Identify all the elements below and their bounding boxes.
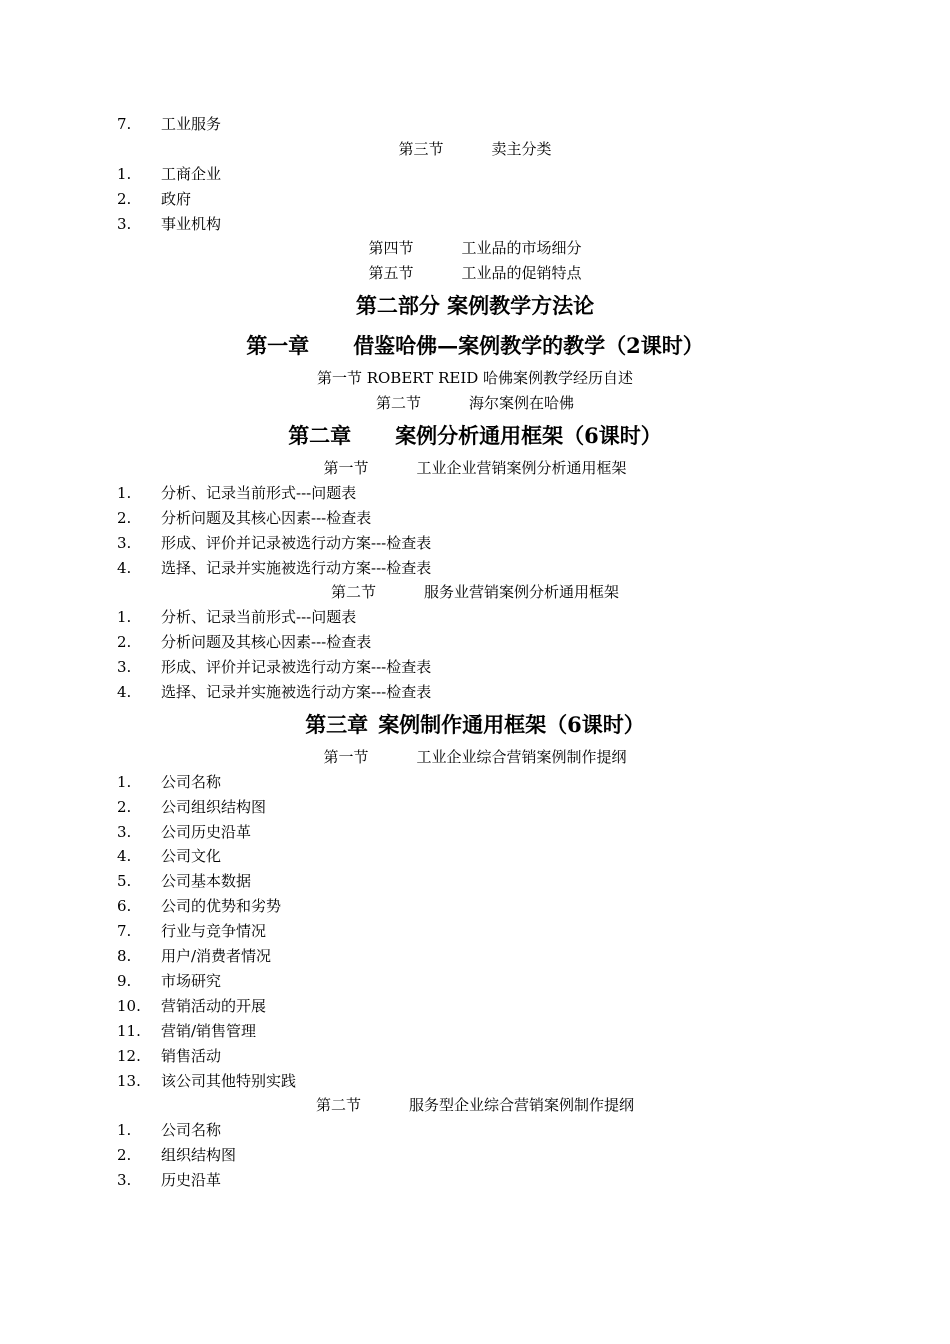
- list-text: 组织结构图: [161, 1146, 237, 1165]
- section-name: 服务型企业综合营销案例制作提纲: [409, 1096, 635, 1115]
- chapter-title: 案例分析通用框架（6课时）: [395, 423, 662, 449]
- list-item: [0, 556, 950, 581]
- list-text: 分析问题及其核心因素---检查表: [161, 633, 372, 652]
- list-item: [0, 944, 950, 969]
- list-number: 5.: [117, 872, 132, 891]
- section-name: 工业品的市场细分: [461, 239, 582, 258]
- section-title: [0, 137, 950, 162]
- section-title: [0, 745, 950, 770]
- list-number: 3.: [117, 1171, 132, 1190]
- section-number: 第一节: [323, 747, 369, 766]
- list-text: 历史沿革: [161, 1171, 222, 1190]
- list-text: 形成、评价并记录被选行动方案---检查表: [161, 533, 432, 552]
- list-text: 工业服务: [161, 115, 222, 133]
- list-number: 3.: [117, 214, 132, 233]
- section-title: [0, 236, 950, 261]
- list-item: [0, 820, 950, 845]
- list-text: 公司基本数据: [161, 872, 252, 891]
- list-item: [0, 844, 950, 869]
- list-text: 公司文化: [161, 847, 222, 866]
- list-text: 该公司其他特别实践: [161, 1071, 297, 1090]
- section-number: 第二节: [375, 394, 421, 413]
- list-item: [0, 1168, 950, 1193]
- list-number: 11.: [117, 1021, 141, 1040]
- list-number: 10.: [117, 996, 141, 1015]
- section-title: [0, 261, 950, 286]
- list-number: 7.: [117, 922, 132, 941]
- list-number: 1.: [117, 164, 132, 183]
- section-title: [0, 1093, 950, 1118]
- list-number: 1.: [117, 772, 132, 791]
- list-text: 营销/销售管理: [161, 1021, 257, 1040]
- section-name: 卖主分类: [491, 139, 552, 158]
- list-text: 政府: [161, 189, 192, 208]
- list-text: 分析、记录当前形式---问题表: [161, 608, 357, 627]
- list-number: 2.: [117, 633, 132, 652]
- list-item: [0, 506, 950, 531]
- list-number: 13.: [117, 1071, 141, 1090]
- chapter-number: 第三章: [305, 711, 369, 737]
- list-text: 营销活动的开展: [161, 996, 267, 1015]
- list-item: [0, 919, 950, 944]
- list-item: [0, 655, 950, 680]
- list-item: [0, 969, 950, 994]
- list-number: 1.: [117, 608, 132, 627]
- list-number: 2.: [117, 1146, 132, 1165]
- list-item: [0, 994, 950, 1019]
- list-number: 3.: [117, 658, 132, 677]
- list-number: 8.: [117, 947, 132, 966]
- list-number: 4.: [117, 558, 132, 577]
- section-number: 第一节: [323, 459, 369, 478]
- list-number: 4.: [117, 683, 132, 702]
- section-title: 第一节 ROBERT REID 哈佛案例教学经历自述: [316, 369, 634, 388]
- section-name: 海尔案例在哈佛: [469, 394, 575, 413]
- list-item: [0, 1069, 950, 1094]
- list-text: 公司名称: [161, 1121, 222, 1140]
- list-number: 3.: [117, 533, 132, 552]
- list-item: [0, 212, 950, 237]
- list-text: 公司的优势和劣势: [161, 897, 282, 916]
- section-number: 第四节: [368, 239, 414, 258]
- list-item: [0, 869, 950, 894]
- list-item: [0, 795, 950, 820]
- list-text: 事业机构: [161, 214, 222, 233]
- list-number: 1.: [117, 483, 132, 502]
- section-name: 服务业营销案例分析通用框架: [424, 583, 620, 602]
- list-item: [0, 1044, 950, 1069]
- list-item: [0, 531, 950, 556]
- list-number: 1.: [117, 1121, 132, 1140]
- list-item: [0, 605, 950, 630]
- chapter-heading: [0, 416, 950, 456]
- list-text: 公司组织结构图: [161, 797, 267, 816]
- list-item: [0, 630, 950, 655]
- chapter-number: 第一章: [246, 333, 310, 359]
- section-name: 工业企业营销案例分析通用框架: [416, 459, 627, 478]
- section-number: 第三节: [398, 139, 444, 158]
- list-number: 3.: [117, 822, 132, 841]
- list-text: 选择、记录并实施被选行动方案---检查表: [161, 683, 432, 702]
- section-name: 工业企业综合营销案例制作提纲: [416, 747, 627, 766]
- chapter-heading: 第二部分 案例教学方法论: [355, 293, 595, 319]
- list-item: [0, 1019, 950, 1044]
- list-number: 7.: [117, 115, 132, 133]
- chapter-heading: [0, 705, 950, 745]
- list-item: [0, 1118, 950, 1143]
- list-item: [0, 894, 950, 919]
- section-title: [0, 580, 950, 605]
- chapter-title: 借鉴哈佛—案例教学的教学（2课时）: [353, 333, 704, 359]
- list-number: 2.: [117, 797, 132, 816]
- list-item: [0, 162, 950, 187]
- list-text: 分析问题及其核心因素---检查表: [161, 508, 372, 527]
- list-item: [0, 770, 950, 795]
- list-text: 选择、记录并实施被选行动方案---检查表: [161, 558, 432, 577]
- list-number: 12.: [117, 1046, 141, 1065]
- section-title: [0, 456, 950, 481]
- list-number: 2.: [117, 189, 132, 208]
- list-number: 2.: [117, 508, 132, 527]
- list-number: 9.: [117, 971, 132, 990]
- list-item: [0, 680, 950, 705]
- chapter-heading: [0, 326, 950, 366]
- list-item: [0, 1143, 950, 1168]
- list-item: [0, 187, 950, 212]
- chapter-number: 第二章: [288, 423, 352, 449]
- section-number: 第二节: [330, 583, 376, 602]
- list-text: 公司名称: [161, 772, 222, 791]
- section-title: [0, 391, 950, 416]
- list-text: 销售活动: [161, 1046, 222, 1065]
- list-text: 用户/消费者情况: [161, 947, 272, 966]
- list-text: 行业与竞争情况: [161, 922, 267, 941]
- section-name: 工业品的促销特点: [461, 264, 582, 283]
- list-number: 6.: [117, 897, 132, 916]
- list-text: 分析、记录当前形式---问题表: [161, 483, 357, 502]
- section-number: 第二节: [315, 1096, 361, 1115]
- document-page: [0, 112, 950, 1193]
- chapter-title: 案例制作通用框架（6课时）: [378, 711, 645, 737]
- section-number: 第五节: [368, 264, 414, 283]
- list-text: 市场研究: [161, 971, 222, 990]
- list-text: 公司历史沿革: [161, 822, 252, 841]
- list-number: 4.: [117, 847, 132, 866]
- list-item: [0, 112, 950, 137]
- list-text: 工商企业: [161, 164, 222, 183]
- list-item: [0, 481, 950, 506]
- list-text: 形成、评价并记录被选行动方案---检查表: [161, 658, 432, 677]
